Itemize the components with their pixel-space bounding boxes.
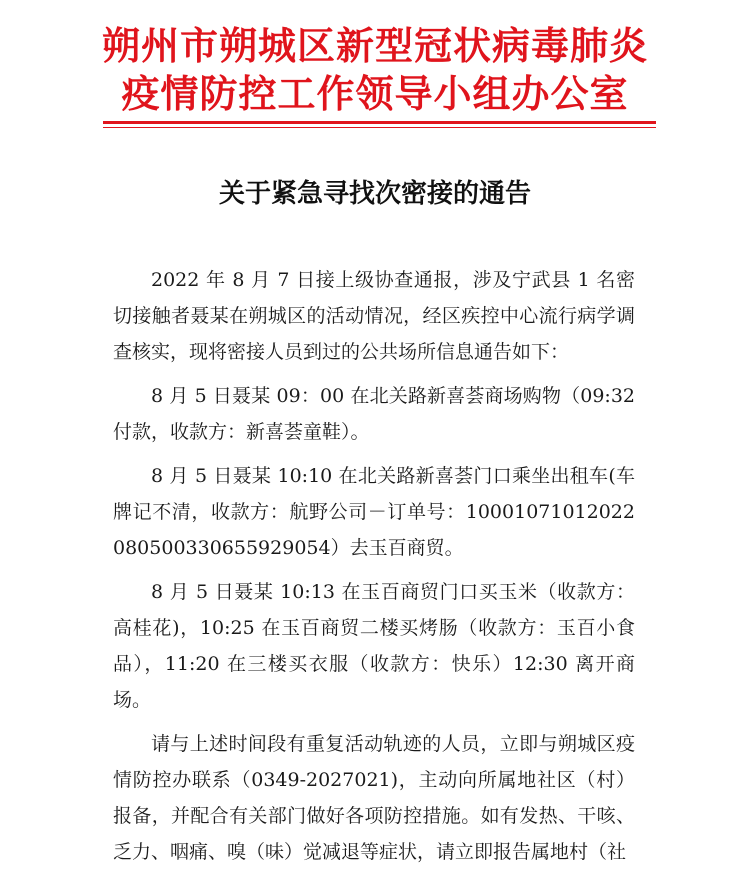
paragraph-intro: 2022 年 8 月 7 日接上级协查通报，涉及宁武县 1 名密切接触者聂某在朔城区的活动情况，经区疾控中心流行病学调查核实，现将密接人员到过的公共场所信息通告如下： — [113, 269, 635, 363]
paragraph-shopping: 8 月 5 日聂某 09：00 在北关路新喜荟商场购物（09:32 付款，收款方：新喜荟童鞋）。 — [113, 385, 635, 443]
notice-title: 关于紧急寻找次密接的通告 — [218, 179, 531, 209]
notice-body — [113, 262, 635, 878]
red-divider-thin — [103, 127, 656, 128]
red-divider — [103, 121, 656, 124]
paragraph-mall: 8 月 5 日聂某 10:13 在玉百商贸门口买玉米（收款方：高桂花)，10:25 在玉百商贸二楼买烤肠（收款方：玉百小食品），11:20 在三楼买衣服（收款方：快乐）12:30 离开商场。 — [113, 581, 635, 711]
paragraph-taxi: 8 月 5 日聂某 10:10 在北关路新喜荟门口乘坐出租车(车牌记不清，收款方：航野公司－订单号：10001071012022080500330655929054）去玉百商贸。 — [113, 465, 635, 559]
paragraph-instructions: 请与上述时间段有重复活动轨迹的人员，立即与朔城区疫情防控办联系（0349-2027021)，主动向所属地社区（村）报备，并配合有关部门做好各项防控措施。如有发热、干咳、乏力、咽痛、嗅（味）觉减退等症状，请立即报告属地村（社 — [113, 733, 635, 863]
issuer-line-2: 疫情防控工作领导小组办公室 — [121, 72, 629, 116]
issuer-line-1: 朔州市朔城区新型冠状病毒肺炎 — [101, 24, 648, 68]
issuer-header — [0, 22, 750, 118]
